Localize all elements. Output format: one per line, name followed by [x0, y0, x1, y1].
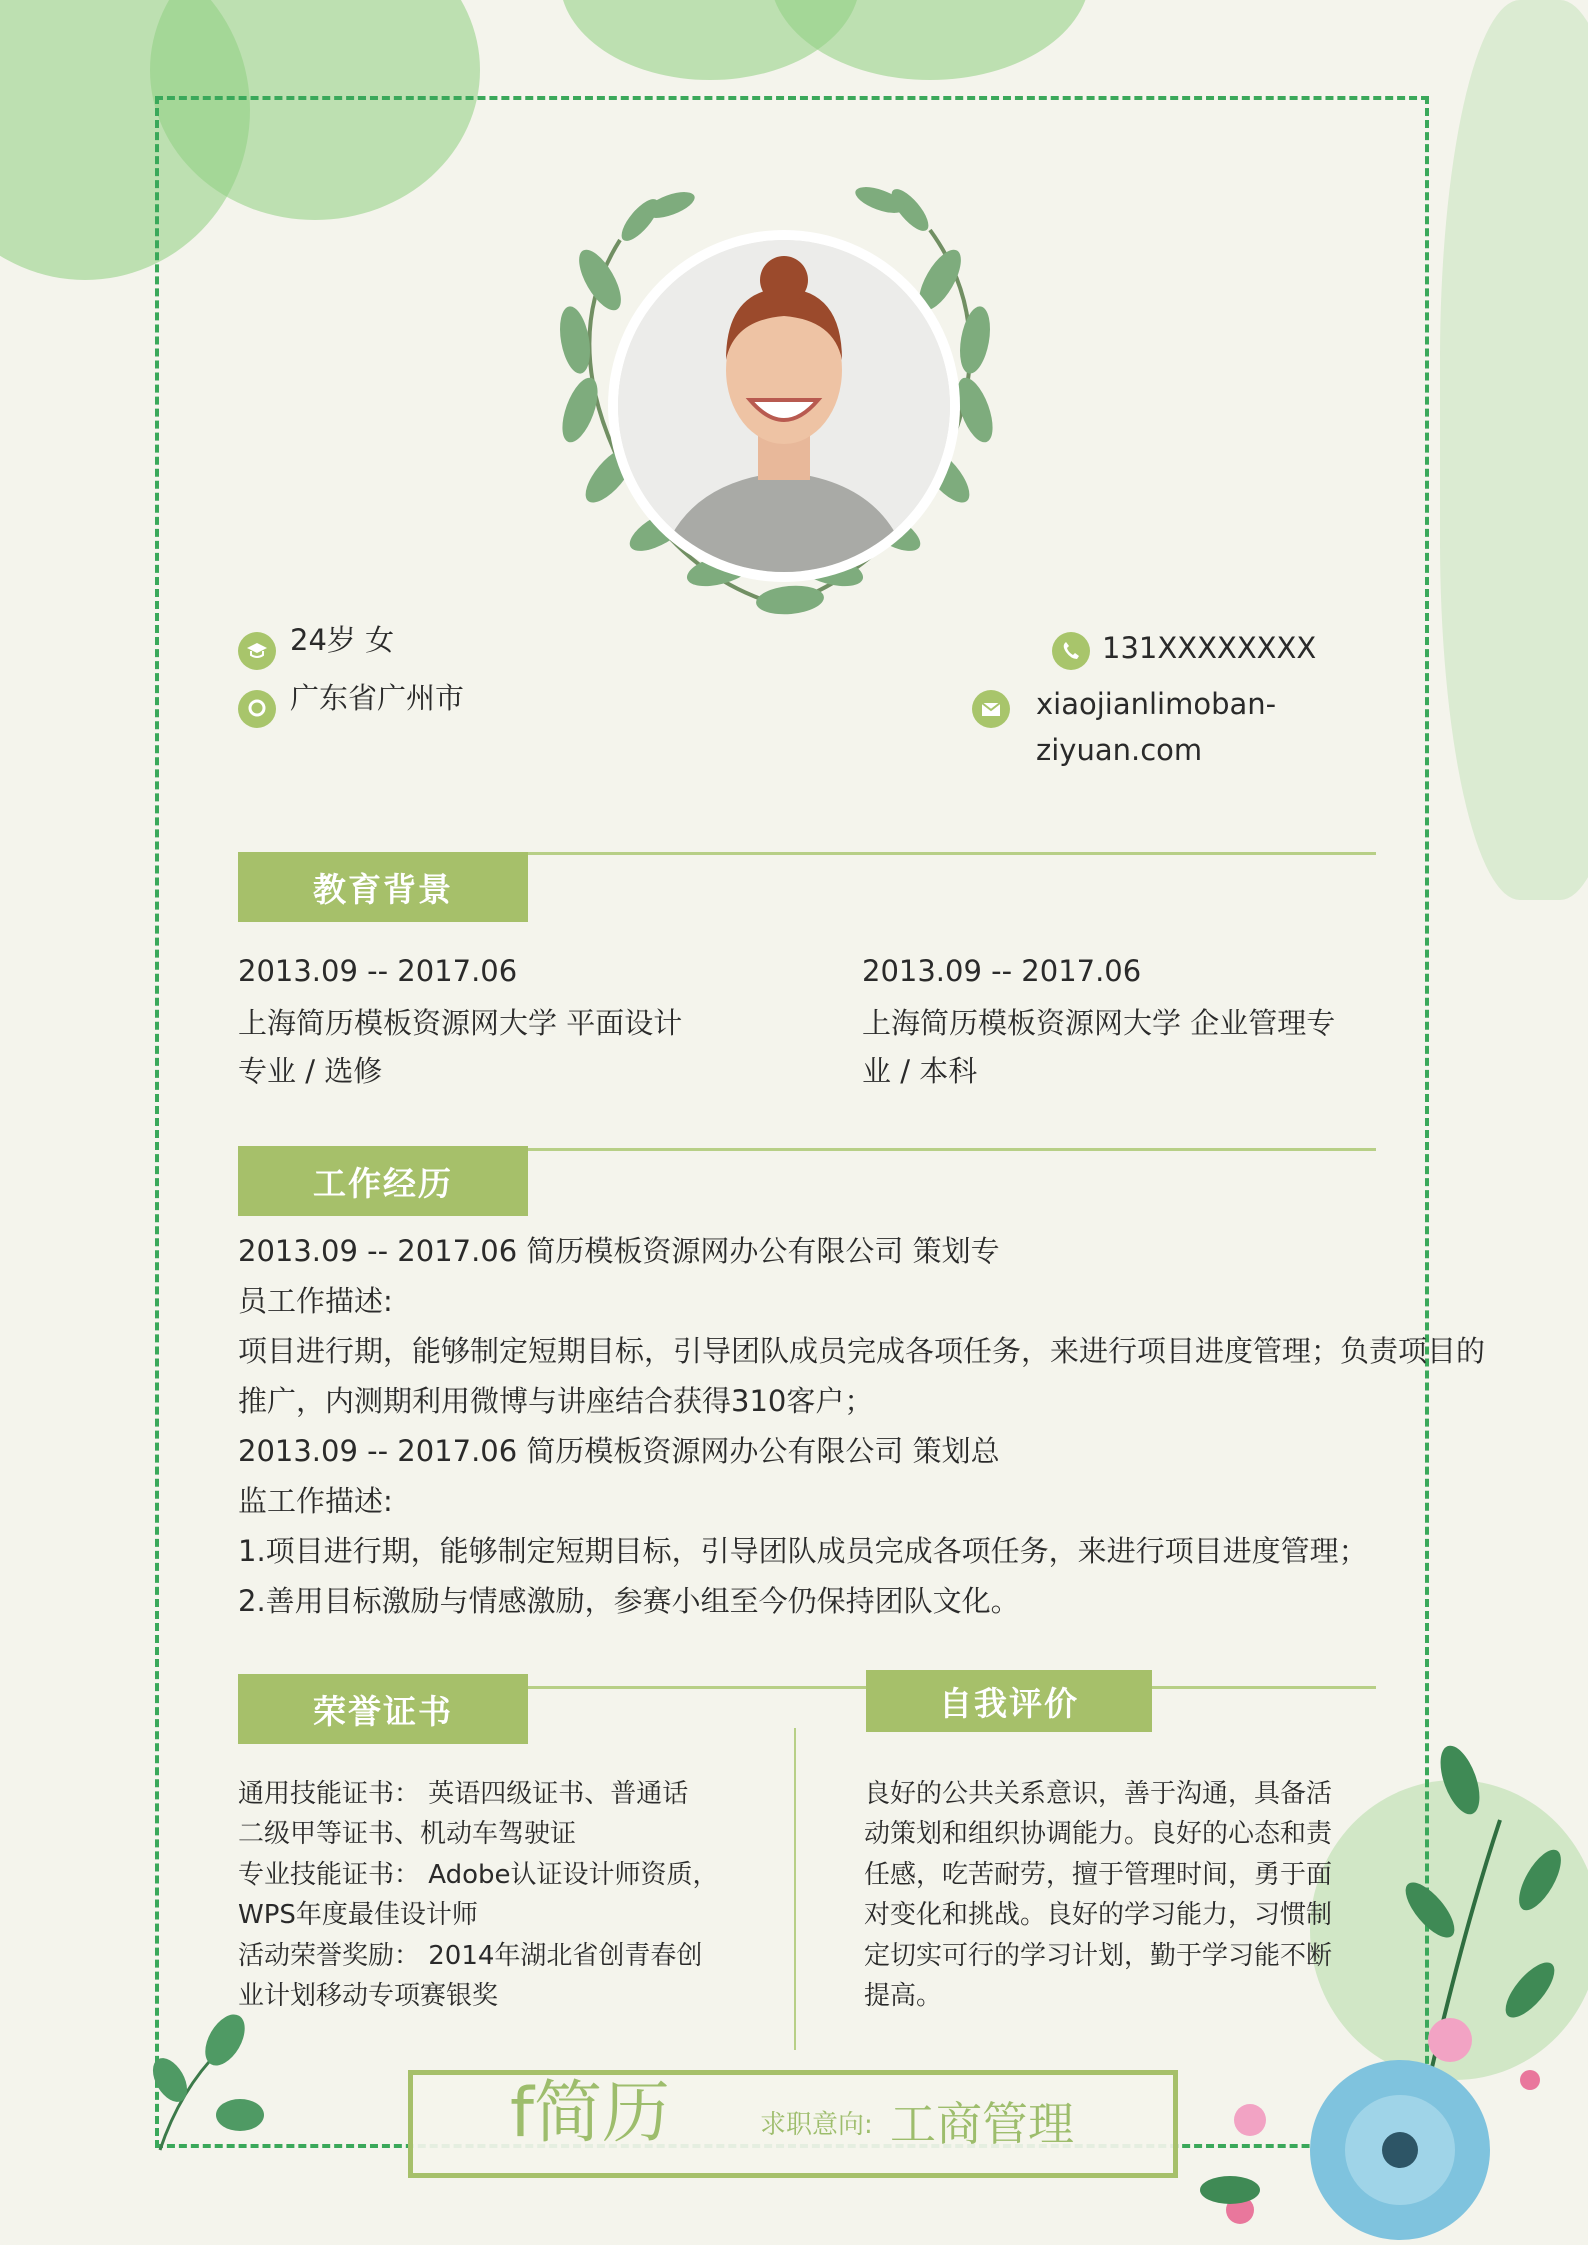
email-line-2: ziyuan.com — [1036, 733, 1203, 767]
self-eval-line: 定切实可行的学习计划，勤于学习能不断 — [864, 1941, 1333, 1971]
work-heading: 工作经历 — [238, 1146, 528, 1216]
education-right-date: 2013.09 -- 2017.06 — [862, 954, 1142, 988]
work-line: 监工作描述: — [238, 1484, 393, 1518]
self-eval-heading: 自我评价 — [866, 1670, 1152, 1732]
phone-icon — [1052, 632, 1090, 670]
education-divider — [528, 852, 1376, 855]
self-eval-line: 良好的公共关系意识，善于沟通，具备活 — [864, 1779, 1333, 1809]
bg-blob-top-right — [770, 0, 1090, 80]
work-line: 项目进行期，能够制定短期目标，引导团队成员完成各项任务，来进行项目进度管理；负责项目的 — [238, 1334, 1486, 1368]
education-left-line2: 专业 / 选修 — [238, 1054, 383, 1088]
email-line-1: xiaojianlimoban- — [1036, 687, 1277, 721]
honors-heading: 荣誉证书 — [238, 1674, 528, 1744]
graduation-cap-icon — [238, 632, 276, 670]
phone-number: 131XXXXXXXX — [1102, 631, 1317, 665]
self-eval-line: 提高。 — [864, 1981, 943, 2011]
work-line: 2013.09 -- 2017.06 简历模板资源网办公有限公司 策划专 — [238, 1234, 1000, 1268]
job-intent-value: 工商管理 — [890, 2097, 1074, 2151]
self-eval-line: 任感，吃苦耐劳，擅于管理时间，勇于面 — [864, 1860, 1333, 1890]
work-line: 1.项目进行期，能够制定短期目标，引导团队成员完成各项任务，来进行项目进度管理； — [238, 1534, 1368, 1568]
honors-line: 专业技能证书： Adobe认证设计师资质， — [238, 1860, 719, 1890]
work-line: 2013.09 -- 2017.06 简历模板资源网办公有限公司 策划总 — [238, 1434, 1000, 1468]
footer-title: f简历 — [510, 2074, 670, 2153]
honors-line: 业计划移动专项赛银奖 — [238, 1981, 499, 2011]
self-eval-line: 对变化和挑战。良好的学习能力，习惯制 — [864, 1900, 1333, 1930]
column-divider — [794, 1728, 796, 2050]
education-right-line1: 上海简历模板资源网大学 企业管理专 — [862, 1006, 1336, 1040]
email-icon — [972, 690, 1010, 728]
education-left-date: 2013.09 -- 2017.06 — [238, 954, 518, 988]
education-heading: 教育背景 — [238, 852, 528, 922]
bg-blob-right — [1440, 0, 1588, 900]
work-line: 2.善用目标激励与情感激励，参赛小组至今仍保持团队文化。 — [238, 1584, 1020, 1618]
location-pin-icon — [238, 690, 276, 728]
education-left-line1: 上海简历模板资源网大学 平面设计 — [238, 1006, 683, 1040]
location: 广东省广州市 — [290, 681, 465, 715]
honors-line: 二级甲等证书、机动车驾驶证 — [238, 1819, 577, 1849]
profile-photo — [618, 240, 950, 572]
leaf-sprig-bottom-left — [140, 2010, 280, 2160]
age-gender: 24岁 女 — [290, 623, 395, 657]
job-intent-label: 求职意向: — [760, 2110, 873, 2140]
work-line: 推广，内测期利用微博与讲座结合获得310客户； — [238, 1384, 874, 1418]
honors-line: 通用技能证书： 英语四级证书、普通话 — [238, 1779, 689, 1809]
work-divider — [528, 1148, 1376, 1151]
honors-line: WPS年度最佳设计师 — [238, 1900, 478, 1930]
self-eval-line: 动策划和组织协调能力。良好的心态和责 — [864, 1819, 1333, 1849]
education-right-line2: 业 / 本科 — [862, 1054, 978, 1088]
work-line: 员工作描述: — [238, 1284, 393, 1318]
honors-line: 活动荣誉奖励： 2014年湖北省创青春创 — [238, 1941, 703, 1971]
